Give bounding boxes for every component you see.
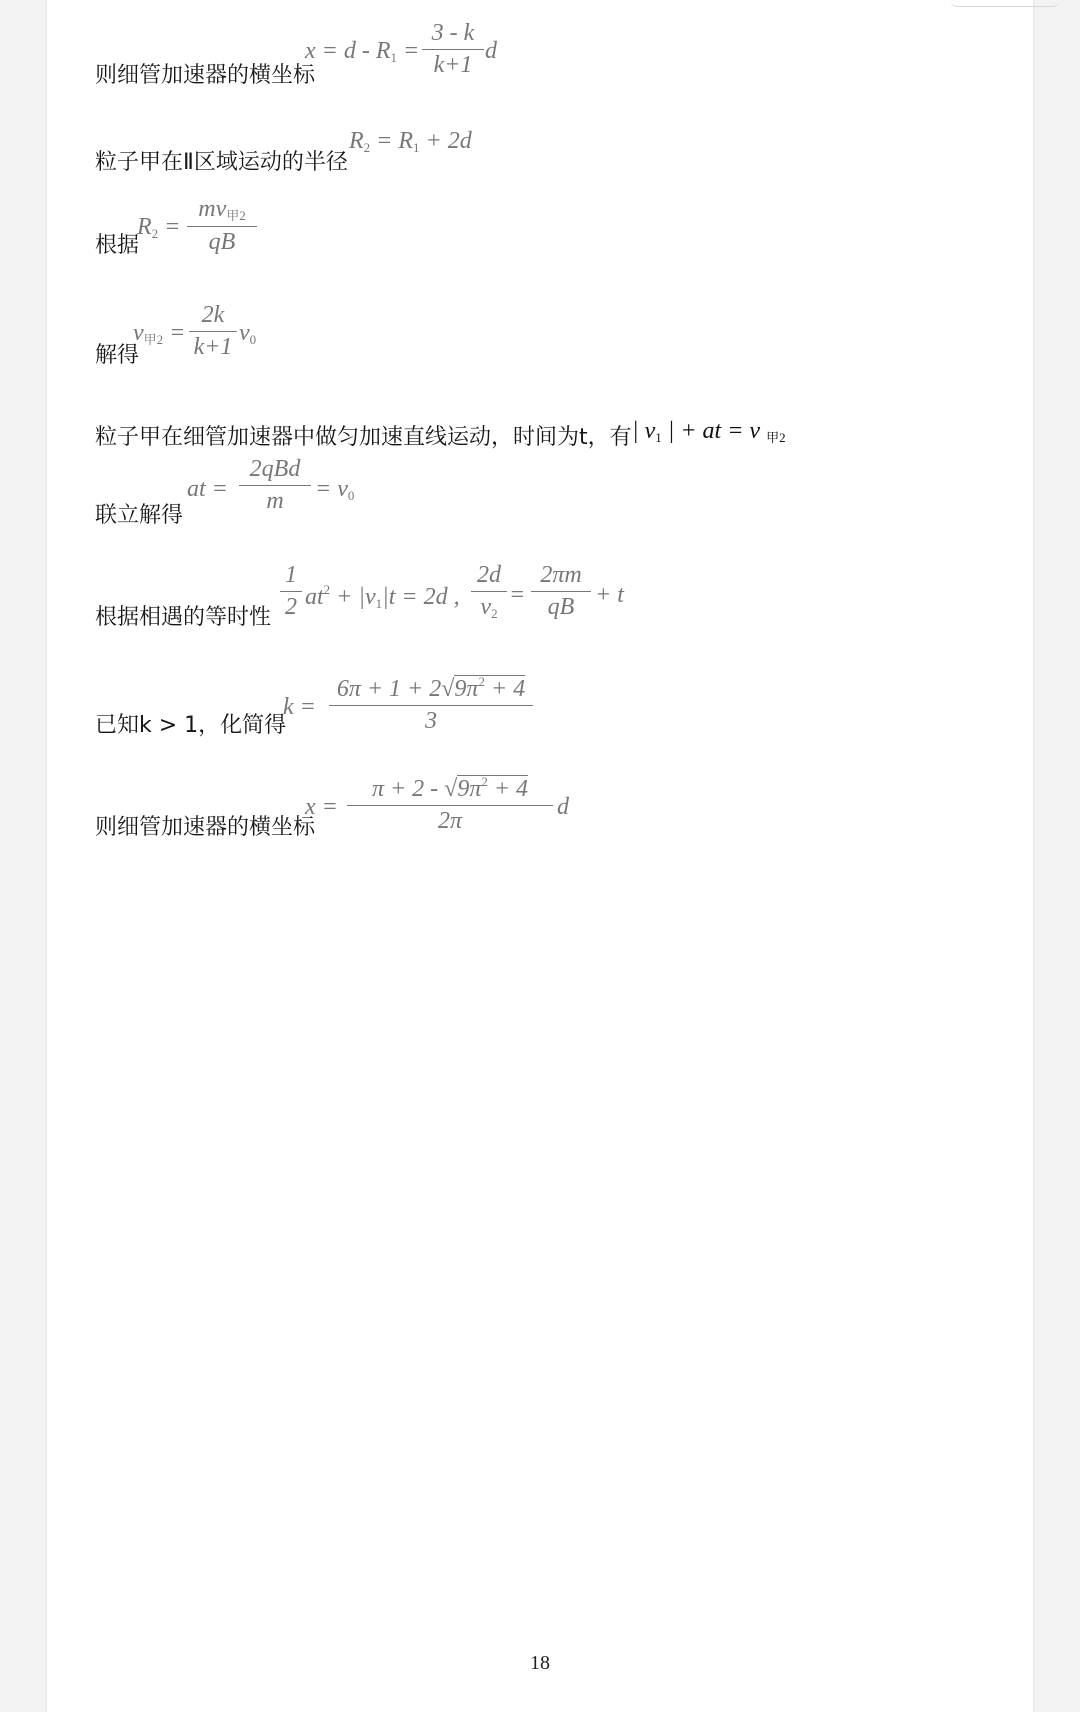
line-7-label: 根据相遇的等时性 <box>95 605 272 630</box>
document-page: 则细管加速器的横坐标 $x = d - R_1$ = 3 - k k+1 d 粒子甲在Ⅱ区域运动的半径 $R_2 = R_1 + 2d$ 根据 $R_2$ = $mv_{甲2}$ qB 解得 $v_{甲2}$ = 2k k+1 $v_0$ 粒子甲在细管加速器中做匀加速直线运动，时间为t，有 | $v_1$ | + at = v $_{甲2}$ 联立解得 at = 2qBd m = $v_0$ 根据相遇的等时性 1 2 $at^2 + |v_1|t = 2d$ , 2d $v_2$ = 2πm qB + t 已知k > 1，化简得 k = $6\pi + 1 + 2√9\pi^2 + 4$ 3 则细管加速器的横坐标 x = $\pi + 2 - √9\pi^2 + 4$ 2π d 18 <box>47 0 1033 1712</box>
line-4-label: 解得 <box>95 343 140 368</box>
line-6-label: 联立解得 <box>95 503 184 528</box>
line-3-label: 根据 <box>95 233 140 258</box>
line-2-formula: $R_2 = R_1 + 2d$ <box>349 128 472 155</box>
line-5-formula: | $v_1$ | + at = v $_{甲2}$ <box>632 418 786 445</box>
page-number: 18 <box>530 1652 550 1674</box>
line-5-label: 粒子甲在细管加速器中做匀加速直线运动，时间为t，有 <box>95 425 632 450</box>
page-top-mark <box>951 0 1059 7</box>
line-8-label: 已知k > 1，化简得 <box>95 713 287 738</box>
line-2-label: 粒子甲在Ⅱ区域运动的半径 <box>95 150 348 175</box>
line-9-label: 则细管加速器的横坐标 <box>95 815 316 840</box>
line-1-label: 则细管加速器的横坐标 <box>95 63 316 88</box>
